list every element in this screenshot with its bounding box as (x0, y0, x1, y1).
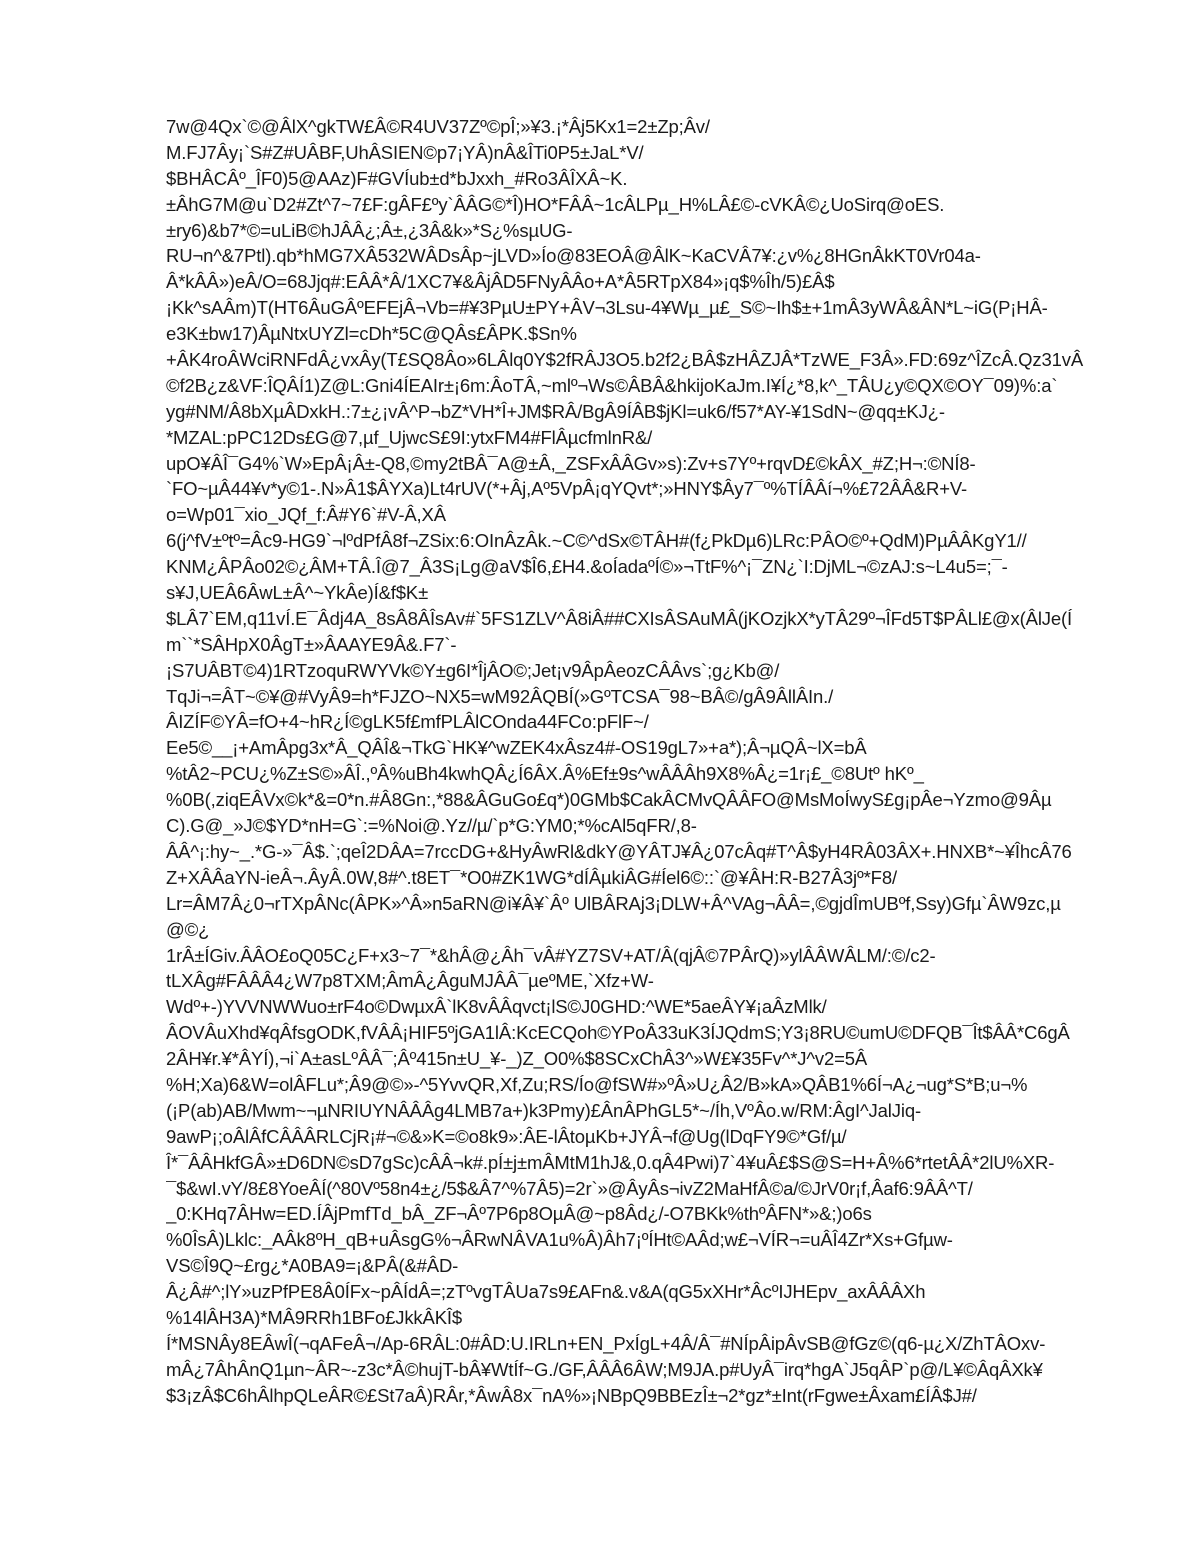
text-line: `FO~µÂ44¥v*y©1-.N»Â1$ÂYXa)Lt4rUV(*+Âj,Aº5VpÂ¡qYQvt*;»HNY$Ây7¯º%TÍÂÂí¬%£72ÂÂ&R+V- (166, 478, 968, 500)
text-line: $3¡zÂ$C6hÂlhpQLeÂR©£St7aÂ)RÂr,*ÂwÂ8x¯nA%»¡NBpQ9BBEzÎ±¬2*gz*±Int(rFgwe±Âxam£ÍÂ$J#/ (166, 1384, 977, 1406)
text-line: ¯$&wI.vY/8£8YoeÂÍ(^80Vº58n4±¿/5$&Â7^%7Â5)=2r`»@ÂyÂs¬ivZ2MaHfÂ©a/©JrV0r¡f,Âaf6:9ÂÂ^T/ (166, 1177, 973, 1199)
text-line: _0:KHq7ÂHw=ED.ÍÂjPmfTd_bÂ_ZF¬Âº7P6p8OµÂ@~p8Âd¿/-O7BKk%thºÂFN*»&;)o6s (166, 1203, 872, 1225)
document-body-text (166, 114, 1126, 1409)
text-line: ÂIZÍF©YÂ=fO+4~hR¿Í©gLK5f£mfPLÂlCOnda44FCo:pFlF~/ (166, 711, 649, 733)
text-line: *MZAL:pPC12Ds£G@7,µf_UjwcS£9I:ytxFM4#FlÂµcfmlnR&/ (166, 426, 653, 448)
text-line: upO¥ÂÎ¯G4%`W»EpÂ¡Â±-Q8,©my2tBÂ¯A@±Â,_ZSFxÂÂGv»s):Zv+s7Yº+rqvD£©kÂX_#Z;H¬:©NÍ8- (166, 452, 976, 474)
text-line: o=Wp01¯xio_JQf_f:Â#Y6`#V-Â,XÂ (166, 504, 446, 526)
text-line: ±ÂhG7M@u`D2#Zt^7~7£F:gÂF£ºy`ÂÂG©*Î)HO*FÂÂ~1cÂLPµ_H%LÂ£©-cVKÂ©¿UoSirq@oES. (166, 193, 945, 215)
text-line: Z+XÂÂaYN-ieÂ¬.ÂyÂ.0W,8#^.t8ET¯*O0#ZK1WG*dÍÂµkiÂG#Íel6©::`@¥ÂH:R-B27Â3jº*F8/ (166, 866, 897, 888)
text-line: ©f2B¿z&VF:ÎQÂÍ1)Z@L:Gni4ÍEAIr±¡6m:ÂoTÂ,~mlº¬Ws©ÂBÂ&hkijoKaJm.Ι¥Í¿*8,k^_TÂU¿y©QX©OY¯09)%:a` (166, 374, 1058, 396)
text-line: Â*kÂÂ»)eÂ/O=68Jjq#:EÂÂ*Â/1XC7¥&ÂjÂD5FNyÂÂo+A*Â5RTpX84»¡q$%Îh/5)£Â$ (166, 271, 835, 293)
text-line: Lr=ÂM7Â¿0¬rTXpÂNc(ÂPK»^Â»n5aRN@i¥Â¥`Âº UlBÂRAj3¡DLW+Â^VAg¬ÂÂ=,©gjdÎmUBºf,Ssy)Gfµ`ÂW9zc,µ (166, 892, 1061, 914)
text-line: ÂOVÂuXhd¥qÂfsgODK,fVÂÂ¡HIF5ºjGA1lÂ:KcECQoh©YPoÂ33uK3ÍJQdmS;Y3¡8RU©umU©DFQB¯Ît$ÂÂ*C6gÂ (166, 1022, 1070, 1044)
text-line: (¡P(ab)AB/Mwm~¬µNRIUYNÂÂÂg4LMB7a+)k3Pmy)£ÂnÂPhGL5*~/Íh,VºÂo.w/RM:ÂgI^JalJiq- (166, 1099, 921, 1121)
text-line: e3K±bw17)ÂµNtxUYZl=cDh*5C@QÂs£ÂPK.$Sn% (166, 323, 577, 345)
text-line: TqJi¬=ÂT~©¥@#VyÂ9=h*FJZO~NX5=wM92ÂQBÍ(»GºTCSA¯98~BÂ©/gÂ9ÂllÂIn./ (166, 685, 834, 707)
text-line: 2ÂH¥r.¥*ÂYÍ),¬i`A±asLºÂÂ¯;Âº415n±U_¥-_)Z_O0%$8SCxChÂ3^»W£¥35Fv^*J^v2=5Â (166, 1048, 868, 1070)
text-line: %0ÎsÂ)Lklc:_AÂk8ºH_qB+uÂsgG%¬ÂRwNÂVA1u%Â)Âh7¡ºÍHt©AÂd;w£¬VÍR¬=uÂÎ4Zr*Xs+Gfµw- (166, 1229, 953, 1251)
text-line: @©¿ (166, 918, 210, 940)
text-line: Î*¯ÂÂHkfGÂ»±D6DN©sD7gSc)cÂÂ¬k#.pÍ±j±mÂMtM1hJ&,0.qÂ4Pwi)7`4¥uÂ£$S@S=H+Â%6*rtetÂÂ*2lU%XR- (166, 1151, 1055, 1173)
text-line: ÂÂ^¡:hy~_.*G-»¯Â$.`;qeÎ2DÂA=7rccDG+&HyÂwRl&dkY@YÂTJ¥Â¿07cÂq#T^Â$yH4RÂ03ÂX+.HNXB*~¥ÎhcÂ76 (166, 840, 1072, 862)
text-line: s¥J,UEÂ6ÂwL±Â^~YkÂe)Í&f$K± (166, 582, 429, 604)
text-line: Ee5©__¡+AmÂpg3x*Â_QÂÎ&¬TkG`HK¥^wZEK4xÂsz4#-OS19gL7»+a*);Â¬µQÂ~lX=bÂ (166, 737, 867, 759)
text-line: 9awP¡;oÂlÂfCÂÂÂRLCjR¡#¬©&»K=©o8k9»:ÂE-lÂtoµKb+JYÂ¬f@Ug(lDqFY9©*Gf/µ/ (166, 1125, 847, 1147)
text-line: RU¬n^&7Ptl).qb*hMG7XÂ532WÂDsÂp~jLVD»Ío@83EOÂ@ÂlK~KaCVÂ7¥:¿v%¿8HGnÂkKT0Vr04a- (166, 245, 981, 267)
text-line: %14lÂH3A)*MÂ9RRh1BFo£JkkÂKÎ$ (166, 1306, 463, 1328)
text-line: %0B(,ziqEÂVx©k*&=0*n.#Â8Gn:,*88&ÂGuGo£q*)0GMb$CakÂCMvQÂÂFO@MsMoÍwyS£g¡pÂe¬Yzmo@9Âµ (166, 789, 1052, 811)
text-line: m``*SÂHpX0ÂgT±»ÂAAYE9Â&.F7`- (166, 633, 457, 655)
text-line: $LÂ7`EM,q11vÍ.E¯Âdj4A_8sÂ8ÂÎsAv#`5FS1ZLV^Â8iÂ##CXIsÂSAuMÂ(jKOzjkX*yTÂ29º¬ÎFd5T$PÂLl£@x(ÂlJe(Í (166, 607, 1073, 629)
text-line: +ÂK4roÂWciRNFdÂ¿vxÂy(T£SQ8Âo»6LÂlq0Y$2fRÂJ3O5.b2f2¿BÂ$zHÂZJÂ*TzWE_F3Â».FD:69z^ÎZcÂ.Qz31vÂ (166, 349, 1084, 371)
text-line: 1rÂ±ÍGiv.ÂÂO£oQ05C¿F+x3~7¯*&hÂ@¿Âh¯vÂ#YZ7SV+AT/Â(qjÂ©7PÂrQ)»ylÂÂWÂLM/:©/c2- (166, 944, 936, 966)
text-line: Í*MSNÂy8EÂwÎ(¬qAFeÂ¬/Ap-6RÂL:0#ÂD:U.IRLn+EN_PxÍgL+4Â/Â¯#NÍpÂipÂvSB@fGz©(q6-µ¿X/ZhTÂOxv- (166, 1332, 1046, 1354)
text-line: %H;Xa)6&W=olÂFLu*;Â9@©»-^5YvvQR,Xf,Zu;RS/Ío@fSW#»ºÂ»U¿Â2/B»kA»QÂB1%6Í¬A¿¬ug*S*B;u¬% (166, 1073, 1028, 1095)
text-line: Wdº+-)YVVNWWuo±rF4o©DwµxÂ`lK8vÂÂqvct¡lS©J0GHD:^WE*5aeÂY¥¡aÂzMlk/ (166, 996, 827, 1018)
text-line: ¡S7UÂBT©4)1RTzoquRWYVk©Y±g6I*ÎjÂO©;Jet¡v9ÂpÂeozCÂÂvs`;g¿Kb@/ (166, 659, 780, 681)
text-line: mÂ¿7ÂhÂnQ1µn~ÂR~-z3c*Â©hujT-bÂ¥WtÍf~G./GF,ÂÂÂ6ÂW;M9JA.p#UyÂ¯irq*hgA`J5qÂP`p@/L¥©ÂqÂXk¥ (166, 1358, 1043, 1380)
text-line: C).G@_»J©$YD*nH=G`:=%Noi@.Yz//µ/`p*G:YM0;*%cAl5qFR/,8- (166, 815, 697, 837)
text-line: KNM¿ÂPÂo02©¿ÂM+TÂ.Î@7_Â3S¡Lg@aV$Î6,£H4.&oÍadaºÍ©»¬TtF%^¡¯ZN¿`I:DjML¬©zAJ:s~L4u5=;¯- (166, 556, 1008, 578)
text-line: tLXÂg#FÂÂÂ4¿W7p8TXM;ÂmÂ¿ÂguMJÂÂ¯µeºME,`Xfz+W- (166, 970, 654, 992)
text-line: ±ry6)&b7*©=uLiB©hJÂÂ¿;Â±,¿3Â&k»*S¿%sµUG- (166, 219, 573, 241)
text-line: 7w@4Qx`©@ÂlX^gkTW£Â©R4UV37Zº©pÎ;»¥3.¡*Âj5Kx1=2±Zp;Âv/ (166, 116, 710, 137)
text-line: ¡Kk^sAÂm)T(HT6ÂuGÂºEFEjÂ¬Vb=#¥3PµU±PY+ÂV¬3Lsu-4¥Wµ_µ£_S©~Ih$±+1mÂ3yWÂ&ÂN*L~iG(P¡HÂ- (166, 297, 1048, 319)
text-line: Â¿Â#^;lY»uzPfPE8Â0ÍFx~pÂÍdÂ=;zTºvgTÂUa7s9£AFn&.v&A(qG5xXHr*ÂcºIJHEpv_axÂÂÂXh (166, 1281, 926, 1303)
text-line: M.FJ7Ây¡`S#Z#UÂBF,UhÂSIEN©p7¡YÂ)nÂ&ÎTi0P5±JaL*V/ (166, 141, 644, 163)
text-line: yg#NM/Â8bXµÂDxkH.:7±¿¡vÂ^P¬bZ*VH*Î+JM$RÂ/BgÂ9ÍÂB$jKl=uk6/f57*AY-¥1SdN~@qq±KJ¿- (166, 400, 945, 422)
text-line: 6(j^fV±ºtº=Âc9-HG9`¬lºdPfÂ8f¬ZSix:6:OInÂzÂk.~C©^dSx©TÂH#(f¿PkDµ6)LRc:PÂO©º+QdM)PµÂÂKgY1// (166, 530, 1027, 552)
text-line: VS©Î9Q~£rg¿*A0BA9=¡&PÂ(&#ÂD- (166, 1255, 459, 1277)
text-line: %tÂ2~PCU¿%Z±S©»ÂÎ.,ºÂ%uBh4kwhQÂ¿Í6ÂX.Â%Ef±9s^wÂÂÂh9X8%Â¿=1r¡£_©8Utº hKº_ (166, 763, 924, 785)
text-line: $BHÂCÂº_ÎF0)5@AAz)F#GVÍub±d*bJxxh_#Ro3ÂÎXÂ~K. (166, 167, 628, 189)
